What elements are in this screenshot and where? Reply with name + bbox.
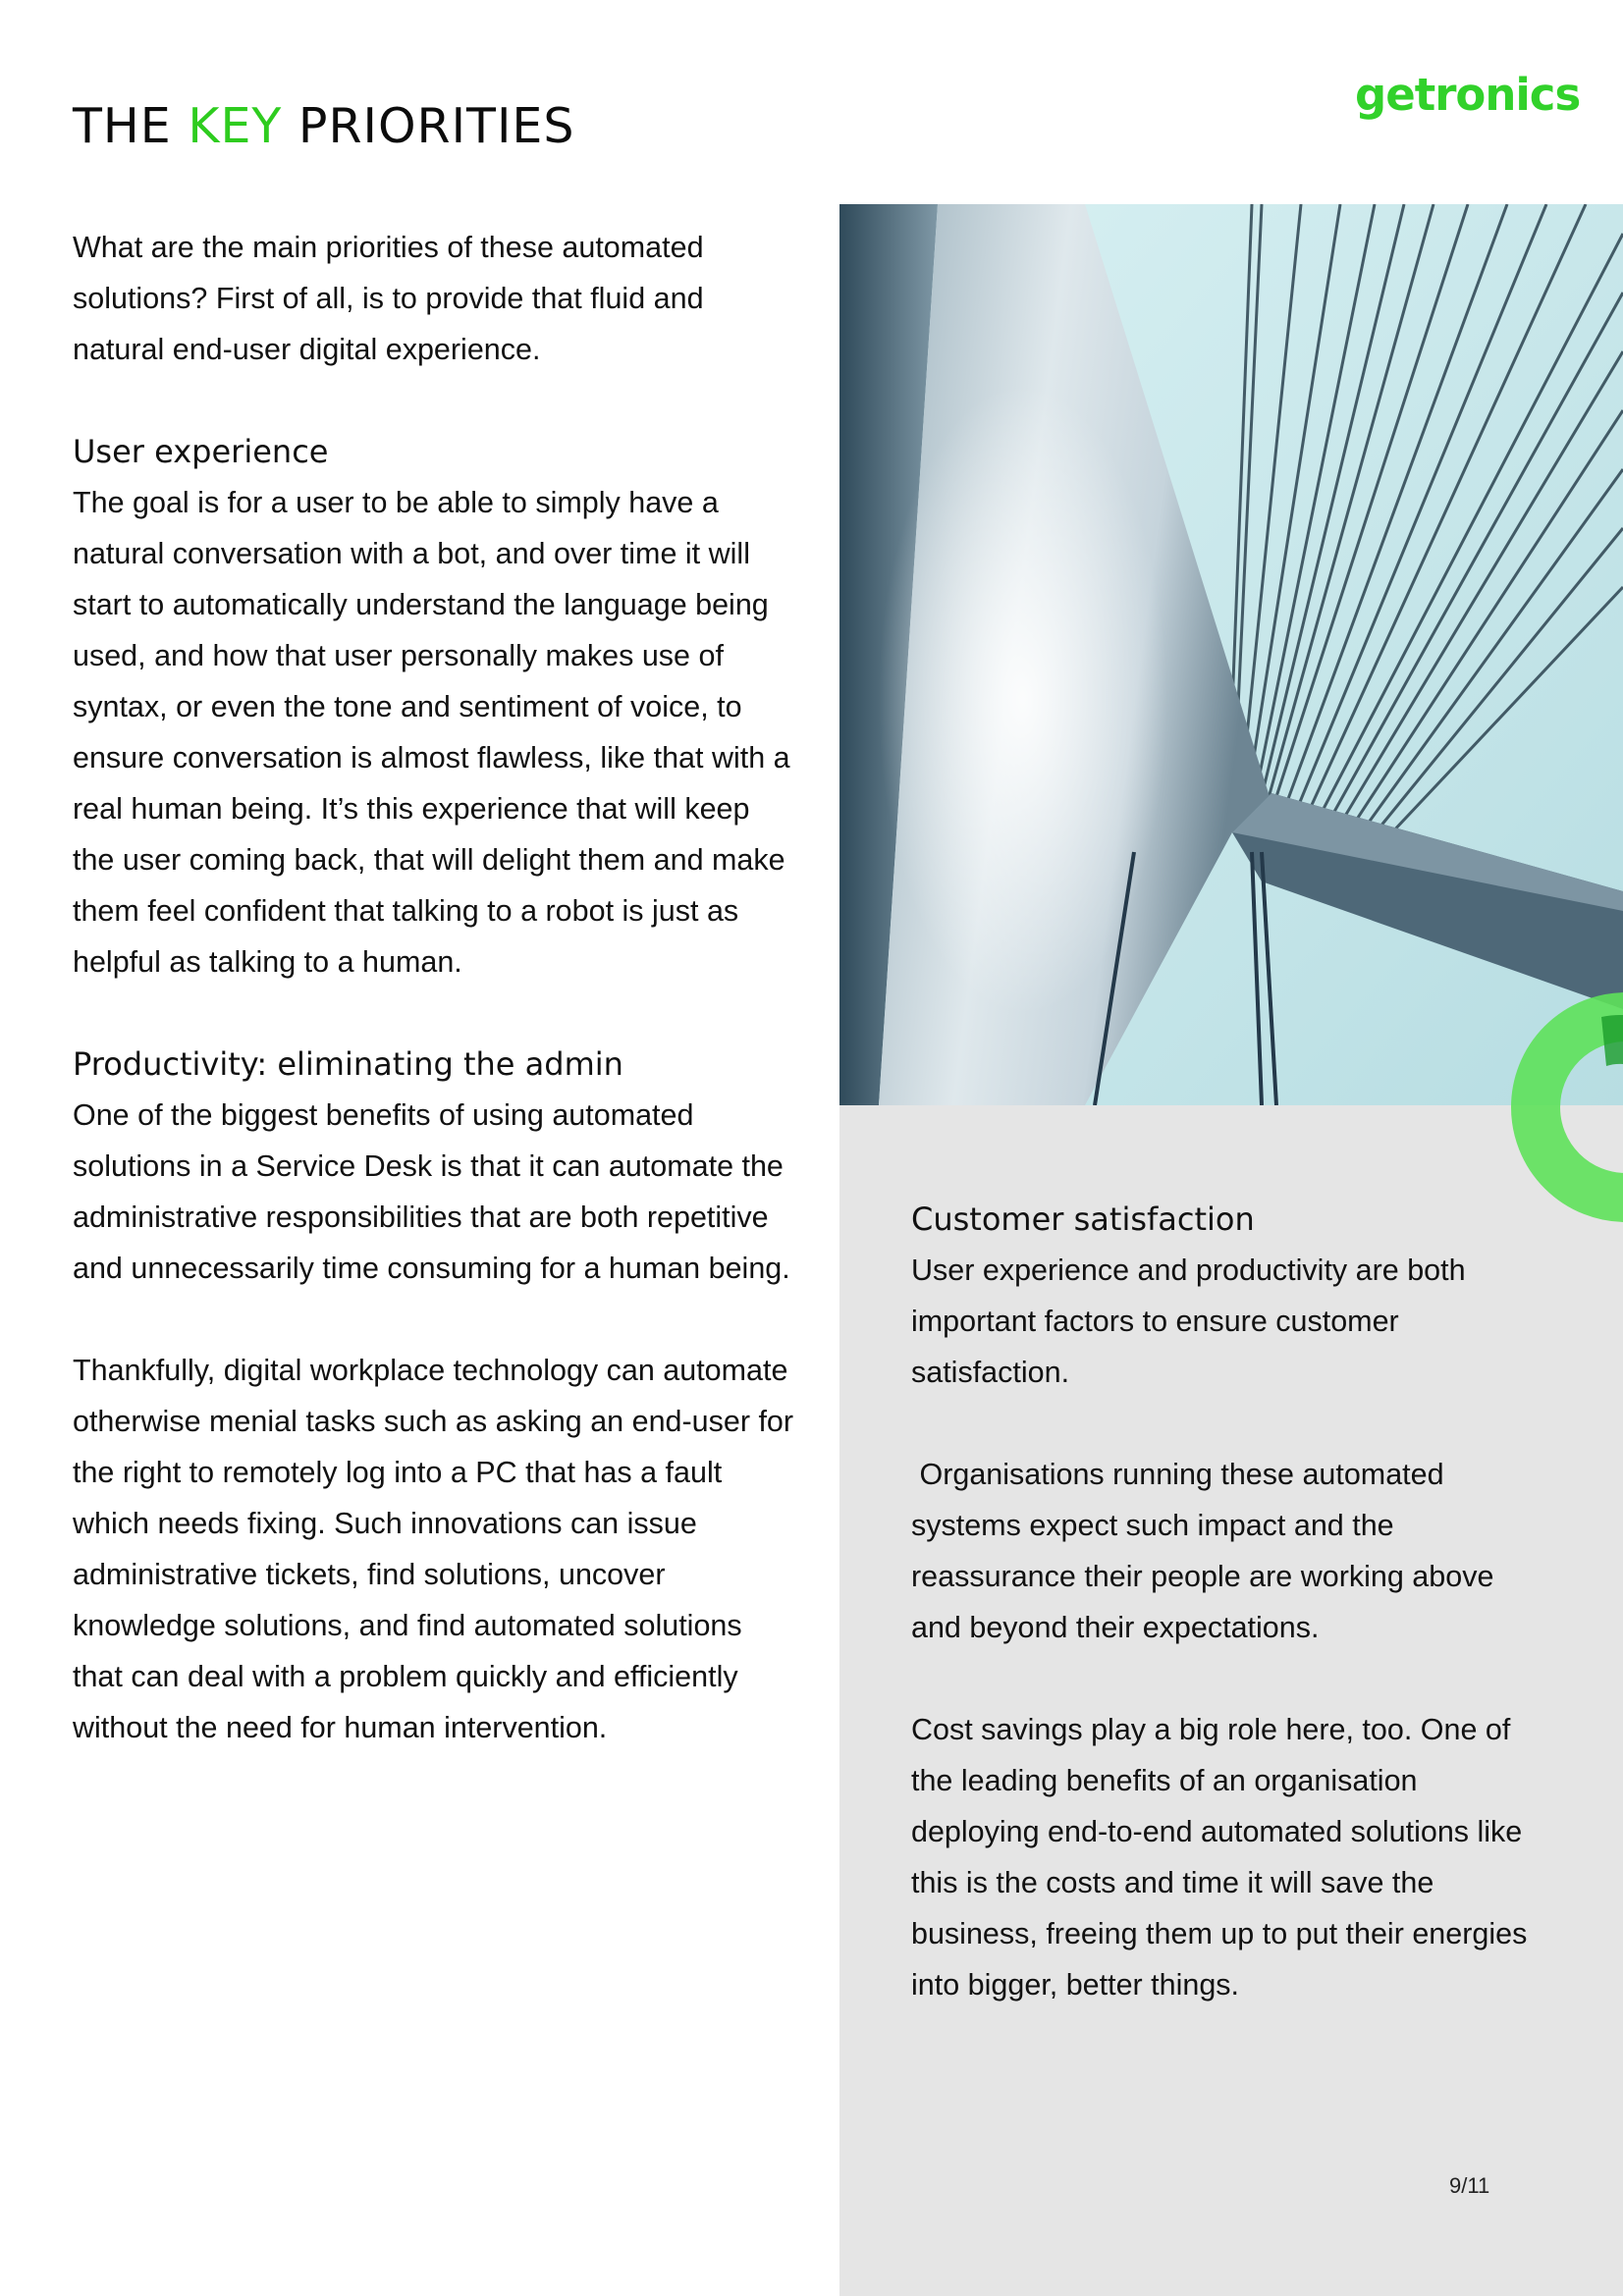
title-part2: PRIORITIES xyxy=(282,98,575,154)
left-column xyxy=(73,222,799,1753)
customer-satisfaction-heading: Customer satisfaction xyxy=(911,1201,1255,1238)
productivity-paragraph-2: Thankfully, digital workplace technology can automate otherwise menial tasks such as asking an end-user for the right to remotely log into a PC that has a fault which needs fixing. Such innovations can issue administrative tickets, find solutions, uncover knowledge solutions, and find automated solutions that can deal with a problem quickly and efficiently without the need for human intervention. xyxy=(73,1354,794,1744)
customer-satisfaction-paragraph-1: User experience and productivity are both important factors to ensure customer satisfaction. xyxy=(911,1254,1466,1389)
right-column xyxy=(911,1194,1540,2010)
user-experience-paragraph: The goal is for a user to be able to simply have a natural conversation with a bot, and over time it will start to automatically understand the language being used, and how that user personally makes use of syntax, or even the tone and sentiment of voice, to ensure conversation is almost flawless, like that with a real human being. It’s this experience that will keep the user coming back, that will delight them and make them feel confident that talking to a robot is just as helpful as talking to a human. xyxy=(73,486,790,979)
logo-text: getronics xyxy=(1355,69,1581,121)
intro-paragraph: What are the main priorities of these automated solutions? First of all, is to provide that fluid and natural end-user digital experience. xyxy=(73,231,704,366)
title-key: KEY xyxy=(188,98,283,154)
customer-satisfaction-paragraph-3: Cost savings play a big role here, too. One of the leading benefits of an organisation deploying end-to-end automated solutions like this is the costs and time it will save the business, freeing them up to put their energies into bigger, better things. xyxy=(911,1713,1528,2002)
green-ring-decoration xyxy=(1508,989,1623,1225)
bridge-photo xyxy=(839,204,1623,1105)
title-part1: THE xyxy=(73,98,189,154)
page-number: 9/11 xyxy=(1449,2173,1490,2198)
customer-satisfaction-paragraph-2: Organisations running these automated systems expect such impact and the reassurance their people are working above and beyond their expectations. xyxy=(911,1458,1502,1644)
getronics-logo xyxy=(1337,69,1581,151)
productivity-paragraph-1: One of the biggest benefits of using automated solutions in a Service Desk is that it can automate the administrative responsibilities that are both repetitive and unnecessarily time consuming for a human being. xyxy=(73,1098,790,1285)
productivity-heading: Productivity: eliminating the admin xyxy=(73,1045,623,1083)
page-title xyxy=(73,98,575,154)
user-experience-heading: User experience xyxy=(73,433,329,470)
